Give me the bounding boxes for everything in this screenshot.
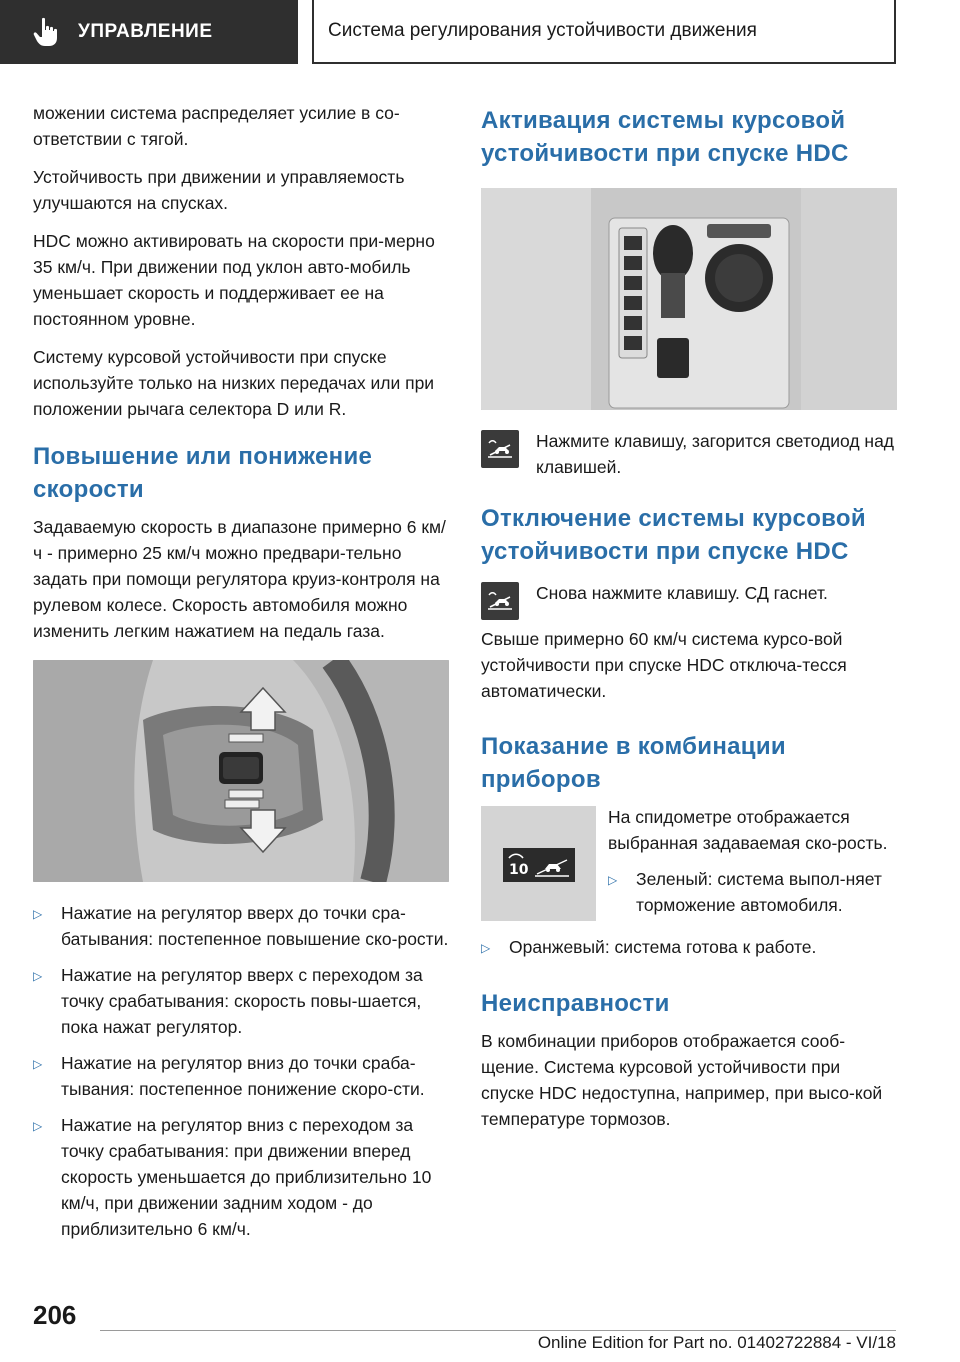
- activate-instruction: [481, 428, 897, 480]
- heading-display: Показание в комбинации приборов: [481, 733, 786, 793]
- paragraph: HDC можно активировать на скорости при-мерно 35 км/ч. При движении под уклон авто-мобиль уменьшает скорость и поддерживает ее на постоянном уровне.: [33, 231, 435, 329]
- center-console-photo: [481, 188, 897, 410]
- triangle-bullet-icon: ▷: [481, 941, 491, 955]
- triangle-bullet-icon: ▷: [33, 969, 43, 983]
- deactivate-text: Снова нажмите клавишу. СД гаснет.: [536, 583, 828, 603]
- speed-value-label: 10: [509, 862, 529, 878]
- triangle-bullet-icon: ▷: [608, 873, 618, 887]
- list-item: ▷ Нажатие на регулятор вниз с переходом за точку срабатывания: при движении вперед скорость уменьшается до приблизительно 10 км/ч, при движении задним ходом - до приблизительно 6 км/ч.: [33, 1112, 449, 1242]
- section-tab: [0, 0, 298, 64]
- heading-malfunction: Неисправности: [481, 990, 670, 1017]
- triangle-bullet-icon: ▷: [33, 1119, 43, 1133]
- cluster-display-block: [481, 804, 897, 928]
- left-column: [33, 100, 449, 1252]
- paragraph: Свыше примерно 60 км/ч система курсо-вой устойчивости при спуске HDC отключа-тесся автоматически.: [481, 629, 847, 701]
- list-item: ▷ Нажатие на регулятор вверх до точки сра-батывания: постепенное повышение ско-рости.: [33, 900, 449, 952]
- paragraph: На спидометре отображается выбранная задаваемая ско-рость.: [608, 807, 888, 853]
- hdc-button-icon: [481, 430, 519, 468]
- paragraph: Устойчивость при движении и управляемость улучшаются на спусках.: [33, 167, 405, 213]
- paragraph: Систему курсовой устойчивости при спуске используйте только на низких передачах или при положении рычага селектора D или R.: [33, 347, 435, 419]
- deactivate-instruction: [481, 580, 897, 620]
- hdc-button-icon: [481, 582, 519, 620]
- activate-text: Нажмите клавишу, загорится светодиод над клавишей.: [536, 431, 895, 477]
- section-label: УПРАВЛЕНИЕ: [78, 21, 213, 42]
- chapter-title: Система регулирования устойчивости движения: [312, 0, 896, 64]
- edition-text: Online Edition for Part no. 01402722884 - VI/18: [537, 1333, 896, 1352]
- list-item: ▷ Зеленый: система выпол-няет торможение автомобиля.: [608, 866, 897, 918]
- right-column: [481, 104, 897, 1144]
- orange-bullet-list: [481, 934, 897, 961]
- footer-divider: [100, 1330, 896, 1331]
- cluster-bullet-list: [608, 866, 897, 918]
- heading-deactivate: Отключение системы курсовой устойчивости при спуске HDC: [481, 505, 866, 565]
- list-item: ▷ Нажатие на регулятор вниз до точки сраба-тывания: постепенное понижение скоро-сти.: [33, 1050, 449, 1102]
- heading-activate: Активация системы курсовой устойчивости при спуске HDC: [481, 107, 849, 167]
- steering-wheel-photo: [33, 660, 449, 882]
- page-number: 206: [33, 1300, 77, 1330]
- list-item: ▷ Нажатие на регулятор вверх с переходом за точку срабатывания: скорость повы-шается, пока нажат регулятор.: [33, 962, 449, 1040]
- paragraph: В комбинации приборов отображается сооб-щение. Система курсовой устойчивости при спуске HDC недоступна, например, при высо-кой температуре тормозов.: [481, 1031, 883, 1129]
- paragraph: Задаваемую скорость в диапазоне примерно 6 км/ч - примерно 25 км/ч можно предвари-тельно задать при помощи регулятора круиз-контроля на рулевом колесе. Скорость автомобиля можно изменить легким нажатием на педаль газа.: [33, 517, 446, 641]
- triangle-bullet-icon: ▷: [33, 1057, 43, 1071]
- cluster-display-image: [481, 806, 596, 921]
- speed-bullet-list: [33, 900, 449, 1242]
- cluster-text: [608, 804, 897, 928]
- hand-pointer-icon: [22, 0, 70, 64]
- hdc-speed-indicator-icon: [503, 848, 575, 882]
- list-item: ▷ Оранжевый: система готова к работе.: [481, 934, 897, 961]
- triangle-bullet-icon: ▷: [33, 907, 43, 921]
- heading-speed: Повышение или понижение скорости: [33, 443, 373, 503]
- paragraph: можении система распределяет усилие в со-ответствии с тягой.: [33, 103, 400, 149]
